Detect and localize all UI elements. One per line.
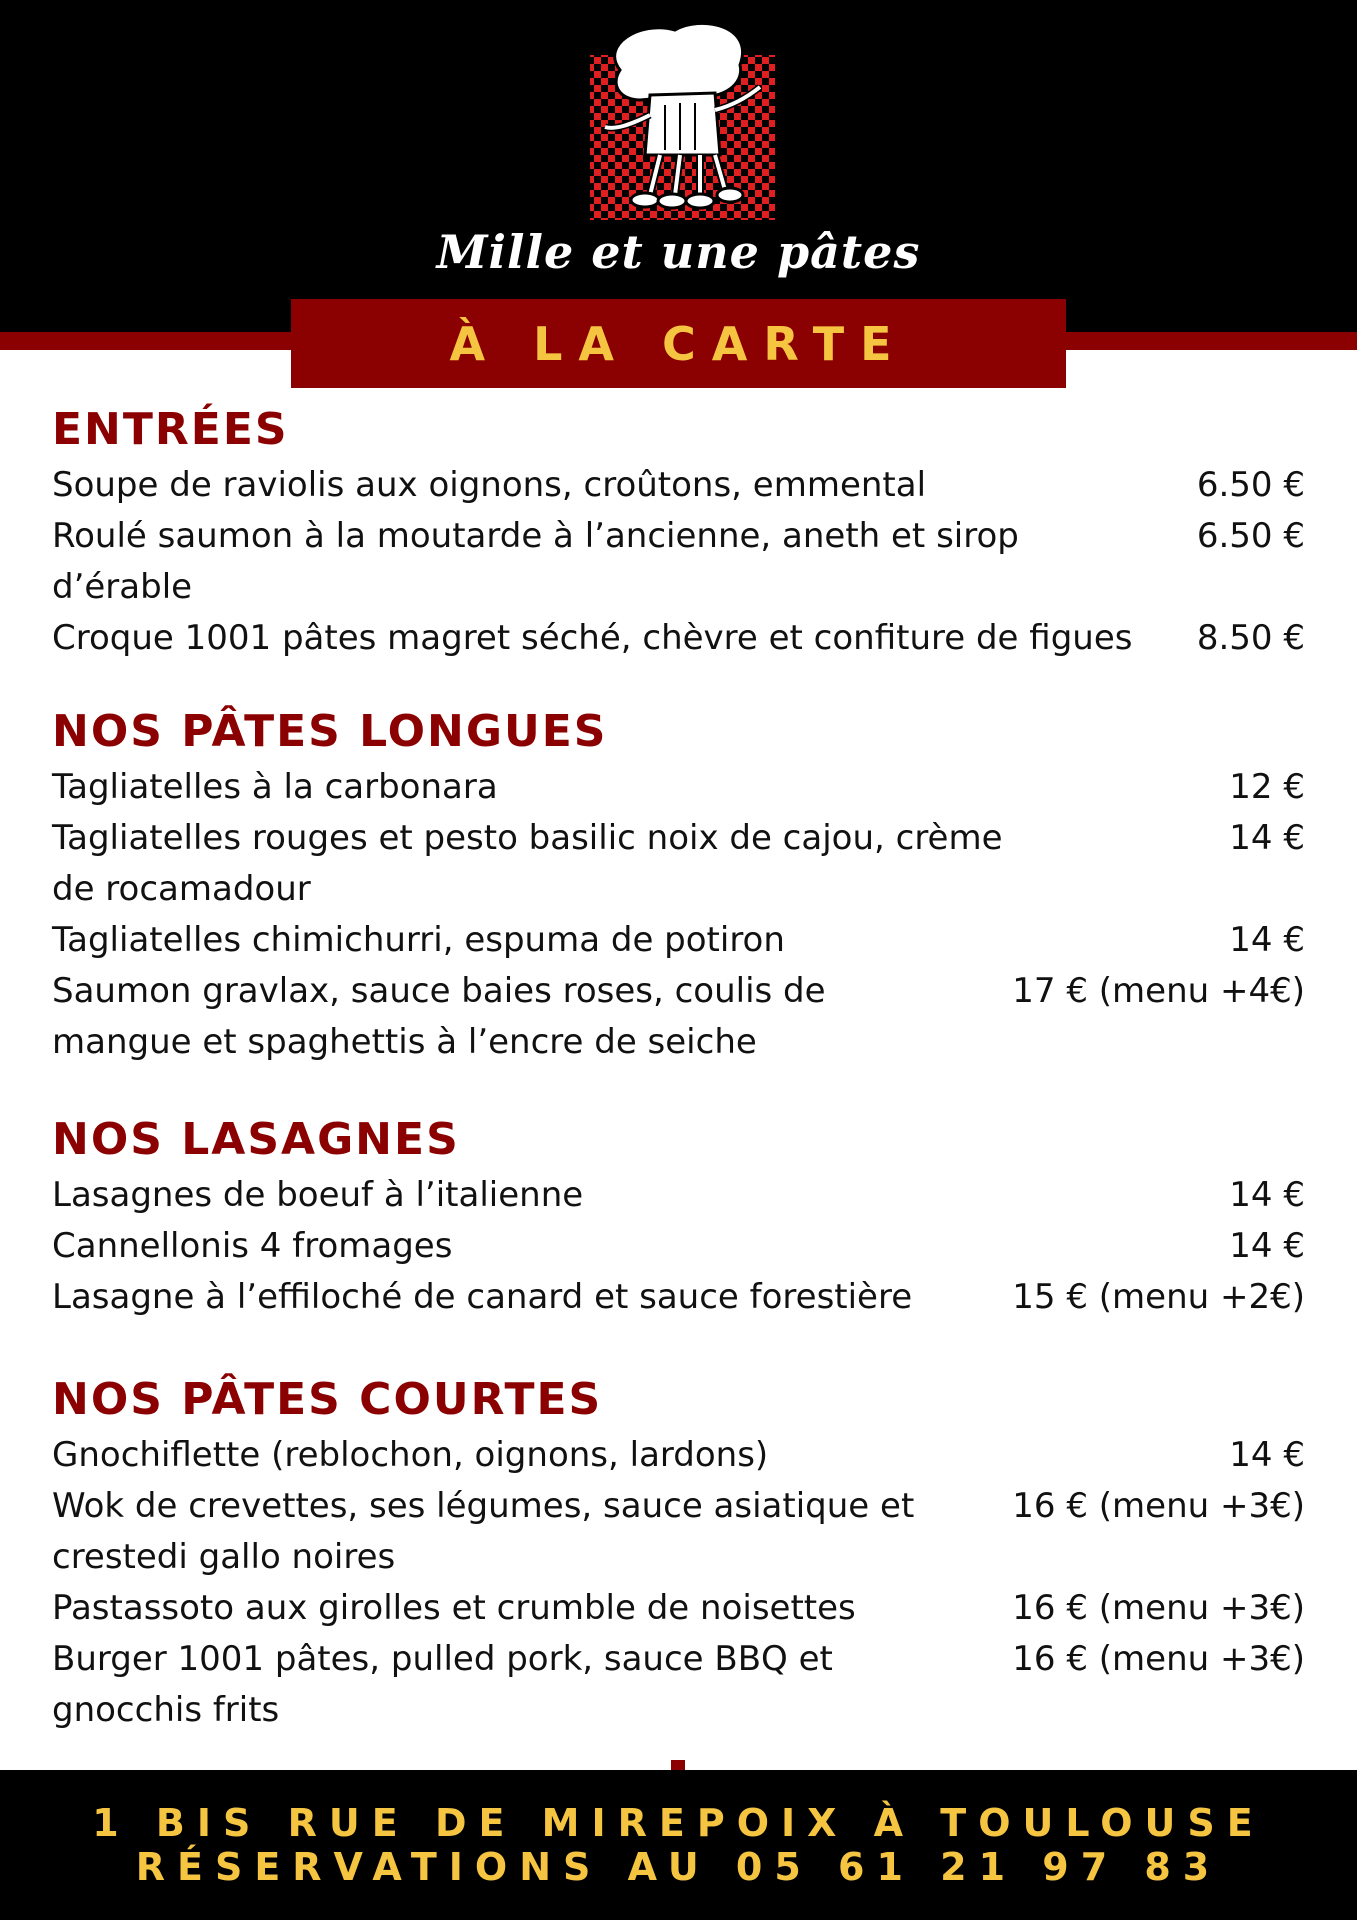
menu-item-price: 12 € bbox=[1229, 767, 1305, 807]
menu-item-price: 14 € bbox=[1229, 920, 1305, 960]
a-la-carte-banner bbox=[291, 299, 1066, 388]
section-pates-longues bbox=[52, 702, 1305, 1068]
menu-item bbox=[52, 1430, 1305, 1481]
menu-item-price: 14 € bbox=[1229, 1226, 1305, 1266]
footer-reservations: RÉSERVATIONS AU 05 61 21 97 83 bbox=[135, 1845, 1222, 1889]
brand-name: Mille et une pâtes bbox=[436, 225, 921, 279]
section-lasagnes bbox=[52, 1110, 1305, 1323]
menu-item-price: 17 € (menu +4€) bbox=[1012, 971, 1305, 1011]
menu-item-name: Lasagne à l’effiloché de canard et sauce forestière bbox=[52, 1277, 913, 1317]
footer-address: 1 BIS RUE DE MIREPOIX À TOULOUSE bbox=[92, 1801, 1265, 1845]
menu-item bbox=[52, 1634, 1305, 1736]
menu-item-price: 15 € (menu +2€) bbox=[1012, 1277, 1305, 1317]
menu-item bbox=[52, 966, 1305, 1068]
menu-item-name: Cannellonis 4 fromages bbox=[52, 1226, 453, 1266]
section-pates-courtes bbox=[52, 1370, 1305, 1736]
menu-item-price: 6.50 € bbox=[1196, 465, 1305, 505]
section-title: NOS LASAGNES bbox=[52, 1114, 460, 1165]
menu-item-name: Gnochiflette (reblochon, oignons, lardons) bbox=[52, 1435, 769, 1475]
menu-item-price: 16 € (menu +3€) bbox=[1012, 1588, 1305, 1628]
chef-pasta-logo-icon bbox=[580, 15, 780, 225]
menu-item-name: Tagliatelles rouges et pesto basilic noix de cajou, crème de rocamadour bbox=[52, 818, 1003, 909]
menu-item bbox=[52, 813, 1305, 915]
section-title: NOS PÂTES COURTES bbox=[52, 1374, 603, 1425]
menu-item bbox=[52, 762, 1305, 813]
menu-item-name: Tagliatelles chimichurri, espuma de potiron bbox=[52, 920, 785, 960]
menu-item-name: Pastassoto aux girolles et crumble de noisettes bbox=[52, 1588, 856, 1628]
menu-item-price: 16 € (menu +3€) bbox=[1012, 1486, 1305, 1526]
menu-item-price: 14 € bbox=[1229, 818, 1305, 858]
section-title: ENTRÉES bbox=[52, 404, 289, 455]
footer bbox=[0, 1770, 1357, 1920]
section-entrees bbox=[52, 400, 1305, 664]
menu-item bbox=[52, 1170, 1305, 1221]
menu-item bbox=[52, 511, 1305, 613]
menu-item-price: 8.50 € bbox=[1196, 618, 1305, 658]
menu-item-name: Wok de crevettes, ses légumes, sauce asiatique et crestedi gallo noires bbox=[52, 1486, 915, 1577]
menu-item-name: Lasagnes de boeuf à l’italienne bbox=[52, 1175, 584, 1215]
menu-item-name: Burger 1001 pâtes, pulled pork, sauce BBQ et gnocchis frits bbox=[52, 1639, 833, 1730]
menu-item-price: 14 € bbox=[1229, 1435, 1305, 1475]
menu-item bbox=[52, 1221, 1305, 1272]
menu-item bbox=[52, 1272, 1305, 1323]
banner-label: À LA CARTE bbox=[449, 316, 908, 371]
menu-item bbox=[52, 613, 1305, 664]
menu-item-price: 16 € (menu +3€) bbox=[1012, 1639, 1305, 1679]
menu-item-name: Tagliatelles à la carbonara bbox=[52, 767, 498, 807]
menu-item-name: Roulé saumon à la moutarde à l’ancienne, aneth et sirop d’érable bbox=[52, 516, 1019, 607]
menu-item bbox=[52, 460, 1305, 511]
menu-item bbox=[52, 1481, 1305, 1583]
menu-item-name: Soupe de raviolis aux oignons, croûtons, emmental bbox=[52, 465, 927, 505]
menu-item bbox=[52, 915, 1305, 966]
menu-item-price: 6.50 € bbox=[1196, 516, 1305, 556]
section-title: NOS PÂTES LONGUES bbox=[52, 706, 608, 757]
menu-item-price: 14 € bbox=[1229, 1175, 1305, 1215]
menu-item bbox=[52, 1583, 1305, 1634]
menu-item-name: Saumon gravlax, sauce baies roses, coulis de mangue et spaghettis à l’encre de seiche bbox=[52, 971, 826, 1062]
menu-item-name: Croque 1001 pâtes magret séché, chèvre et confiture de figues bbox=[52, 618, 1133, 658]
